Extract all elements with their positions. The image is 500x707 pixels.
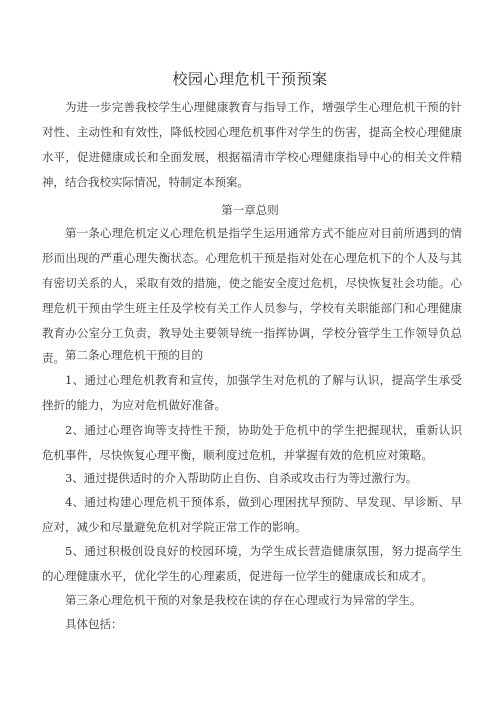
intro-paragraph: 为进一步完善我校学生心理健康教育与指导工作，增强学生心理危机干预的针对性、主动性和有效性，降低校园心理危机事件对学生的伤害，提高全校心理健康水平，促进健康成长和全面发展，根据福清市学校心理健康指导中心的相关文件精神，结合我校实际情况，特制定本预案。 [42,100,462,189]
specifics-line: 具体包括： [65,617,123,631]
article-2-heading: 第二条心理危机干预的目的 [65,348,203,362]
article-2-item-3: 3、通过提供适时的介入帮助防止自伤、自杀或攻击行为等过激行为。 [65,471,418,485]
document-title: 校园心理危机干预预案 [172,70,328,88]
article-3-paragraph: 第三条心理危机干预的对象是我校在读的存在心理或行为异常的学生。 [65,593,422,607]
article-2-item-5: 5、通过积极创设良好的校园环境，为学生成长营造健康氛围，努力提高学生的心理健康水平，优化学生的心理素质，促进每一位学生的健康成长和成才。 [42,544,462,583]
article-2-item-4: 4、通过构建心理危机干预体系，做到心理困扰早预防、早发现、早诊断、早应对，减少和尽量避免危机对学院正常工作的影响。 [42,495,462,534]
article-1-paragraph: 第一条心理危机定义心理危机是指学生运用通常方式不能应对目前所遇到的情形而出现的严重心理失衡状态。心理危机干预是指对处在心理危机下的个人及与其有密切关系的人，采取有效的措施，使之能安全度过危机，尽快恢复社会功能。心理危机干预由学生班主任及学校有关工作人员参与，学校有关职能部门和心理健康教育办公室分工负责，教导处主要领导统一指挥协调，学校分管学生工作领导负总责。 [42,226,462,365]
article-2-item-1: 1、通过心理危机教育和宣传，加强学生对危机的了解与认识，提高学生承受挫折的能力，为应对危机做好准备。 [42,373,462,412]
article-2-item-2: 2、通过心理咨询等支持性干预，协助处于危机中的学生把握现状，重新认识危机事件，尽快恢复心理平衡，顺利度过危机，并掌握有效的危机应对策略。 [42,423,462,462]
chapter-heading: 第一章总则 [221,203,279,217]
